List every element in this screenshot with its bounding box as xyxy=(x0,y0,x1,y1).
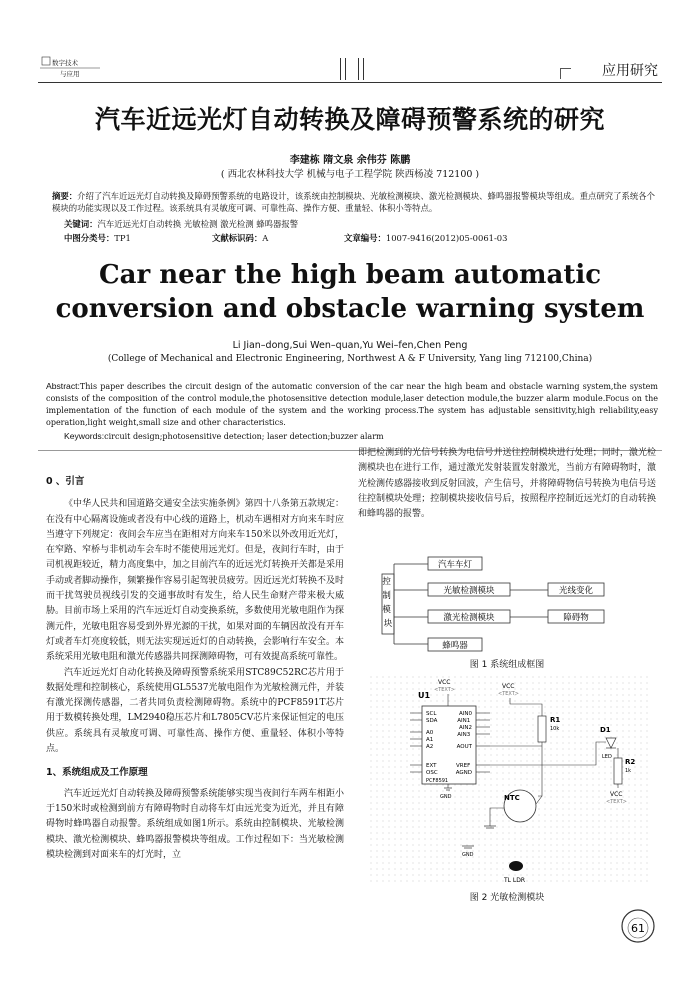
title-en-line1: Car near the high beam automatic xyxy=(98,260,602,290)
intro-paragraph-1: 《中华人民共和国道路交通安全法实施条例》第四十八条第五款规定：在没有中心隔离设施或者没有中心线的道路上，机动车遇相对方向来车时应当遵守下列规定：夜间会车应当在距相对方向来车150米以外改用近光灯，在窄路、窄桥与非机动车会车时不能使用远光灯。但是，夜间行车时，由于司机视距较近，精力高度集中，加之目前汽车的近远光灯转换开关都是采用手动或者脚动操作，频繁操作容易引起驾驶员疲劳。因近远光灯转换不及时而干扰驾驶员视线引发的交通事故时有发生，给人民生命财产带来极大威胁。目前市场上采用的汽车远近灯自动变换系统，多数使用光敏电阻作为探测元件，光敏电阻容易受到外界光源的干扰，如果对面的车辆因故没有开车灯或者车灯亮度较低，则无法实现远近灯的自动转换，会影响行车安全。本系统采用光敏电阻和激光传感器共同探测障碍物，可有效提高系统可靠性。 xyxy=(46,499,344,663)
clc-value: TP1 xyxy=(114,233,131,243)
gnd-label-1: GND xyxy=(440,794,452,800)
text-tag-1: <TEXT> xyxy=(434,687,455,693)
r2-value: 1k xyxy=(625,768,632,774)
figure-1-block-diagram xyxy=(370,556,650,656)
vcc-label-3: VCC xyxy=(610,791,623,798)
figure-2-circuit xyxy=(370,676,650,886)
header-bars-decoration xyxy=(340,58,364,80)
abstract-en-text: This paper describes the circuit design of the automatic conversion of the car near the high beam and obstacle warning system,the system consists of the composition of the control module,the photosensitive detection module,laser detection module,the buzzer alarm module.Focus on the implementation of the function of each module of the system and the working process.The system has adjustable sensitivity,high reliability,easy operation,light weight,small size and other characteristics. xyxy=(46,382,658,427)
chip-name: PCF8591 xyxy=(426,778,449,784)
doc-code-value: A xyxy=(262,233,269,243)
chip-pin-left: SCL SDA A0 A1 A2 EXT OSC xyxy=(426,711,438,776)
text-tag-3: <TEXT> xyxy=(606,799,627,805)
text-tag-2: <TEXT> xyxy=(498,691,519,697)
classification-line xyxy=(64,232,624,244)
journal-name-line1: 数字技术 xyxy=(52,59,78,67)
article-no-label: 文章编号： xyxy=(344,233,386,243)
abstract-cn-text: 介绍了汽车近远光灯自动转换及障碍预警系统的电路设计，该系统由控制模块、光敏检测模块、激光检测模块、蜂鸣器报警模块等组成。重点研究了系统各个模块的功能实现以及工作过程。该系统具有灵敏度可调、可靠性高、操作方便、重量轻、体积小等特点。 xyxy=(52,191,655,213)
r1-label: R1 xyxy=(550,716,561,724)
page-number-badge xyxy=(620,908,656,944)
keywords-en-text: circuit design;photosensitive detection; laser detection;buzzer alarm xyxy=(104,432,384,441)
light-change-label: 光线变化 xyxy=(558,586,594,596)
abstract-en xyxy=(46,380,658,429)
affiliation-en: (College of Mechanical and Electronic Engineering, Northwest A & F University, Yang ling 712100,China) xyxy=(107,354,593,364)
clc-label: 中图分类号： xyxy=(64,233,115,243)
title-en-line2: conversion and obstacle warning system xyxy=(55,294,645,324)
authors-cn: 李建栋 隋文泉 余伟芬 陈鹏 xyxy=(289,155,411,166)
keywords-en-label: Keywords: xyxy=(64,431,105,441)
led-label: LED xyxy=(602,754,612,760)
figure-1-caption: 图 1 系统组成框图 xyxy=(469,660,545,670)
keywords-en xyxy=(64,431,384,441)
keywords-cn-text: 汽车近远光灯自动转换 光敏检测 激光检测 蜂鸣器报警 xyxy=(97,219,299,229)
vcc-label-2: VCC xyxy=(502,683,515,690)
vcc-label-1: VCC xyxy=(438,679,451,686)
keywords-cn-label: 关键词： xyxy=(64,219,98,229)
photo-module-label: 光敏检测模块 xyxy=(443,586,495,596)
r1-value: 10k xyxy=(550,726,560,732)
abstract-en-label: Abstract: xyxy=(46,381,80,391)
intro-paragraph-2: 汽车近远光灯自动化转换及障碍预警系统采用STC89C52RC芯片用于数据处理和控制核心，系统使用GL5537光敏电阻作为光敏检测元件，并装有激光探测传感器，二者共同负责检测障碍物。系统中的PCF8591T芯片用于数模转换处理，LM2940稳压芯片和L7805CV芯片来保证恒定的电压供应。系统具有灵敏度可调、可靠性高、操作方便、重量轻、体积小等特点。 xyxy=(46,667,344,755)
composition-paragraph: 汽车近远光灯自动转换及障碍预警系统能够实现当夜间行车两车相距小于150米时或检测到前方有障碍物时自动将车灯由远光变为近光，并且有障碍物时蜂鸣器自动报警。系统组成如图1所示。系统由控制模块、光敏检测模块、激光检测模块、蜂鸣器报警模块等组成。工作过程如下：当光敏检测模块检测到对面来车的灯光时，立 xyxy=(46,788,344,860)
left-column xyxy=(46,474,344,863)
journal-name-line2: 与应用 xyxy=(60,70,80,78)
resistor-r1 xyxy=(538,716,546,742)
obstacle-label: 障碍物 xyxy=(563,613,589,623)
headlamp-label: 汽车车灯 xyxy=(437,560,473,570)
header-corner-decoration xyxy=(560,68,571,79)
laser-module-label: 激光检测模块 xyxy=(443,613,495,623)
ntc-label: NTC xyxy=(504,794,520,802)
header-rule xyxy=(38,82,662,83)
page-number: 61 xyxy=(631,922,645,935)
authors-en: Li Jian–dong,Sui Wen–quan,Yu Wei–fen,Chen Peng xyxy=(232,340,468,351)
heading-system-composition: 1、系统组成及工作原理 xyxy=(46,767,148,779)
circuit-grid-background xyxy=(370,676,650,886)
figure-2-caption: 图 2 光敏检测模块 xyxy=(469,893,545,903)
journal-logo xyxy=(40,55,100,81)
right-column xyxy=(358,446,656,522)
ldr-photoresistor xyxy=(509,861,523,871)
right-paragraph-1: 即把检测到的光信号转换为电信号并送往控制模块进行处理；同时，激光检测模块也在进行工作，通过激光发射装置发射激光，当前方有障碍物时，激光检测传感器接收到反射回波，产生信号，并将障碍物信号转换为电信号送往控制模块处理；控制模块接收信号后，按照程序控制近远光灯的自动转换和蜂鸣器的报警。 xyxy=(358,448,656,520)
paper-title-cn: 汽车近远光灯自动转换及障碍预警系统的研究 xyxy=(94,105,605,134)
control-module-label: 控 制 模 块 xyxy=(382,577,393,629)
article-no-value: 1007-9416(2012)05-0061-03 xyxy=(385,233,508,243)
resistor-r2 xyxy=(614,758,622,784)
buzzer-label: 蜂鸣器 xyxy=(442,641,468,651)
abstract-cn-label: 摘要： xyxy=(52,191,78,201)
affiliation-cn: ( 西北农林科技大学 机械与电子工程学院 陕西杨凌 712100 ) xyxy=(220,169,480,180)
doc-code-label: 文献标识码： xyxy=(212,233,263,243)
paper-title-en xyxy=(0,258,700,326)
abstract-cn xyxy=(52,190,658,214)
r2-label: R2 xyxy=(625,758,636,766)
section-label: 应用研究 xyxy=(602,63,658,79)
gnd-label-2: GND xyxy=(462,852,474,858)
u1-label: U1 xyxy=(418,691,431,700)
d1-label: D1 xyxy=(600,726,611,734)
keywords-cn xyxy=(64,218,298,230)
heading-introduction: 0 、引言 xyxy=(46,476,85,487)
ldr-label: TL LDR xyxy=(504,877,526,884)
chip-pin-right: AIN0 AIN1 AIN2 AIN3 AOUT VREF AGND xyxy=(455,711,472,776)
